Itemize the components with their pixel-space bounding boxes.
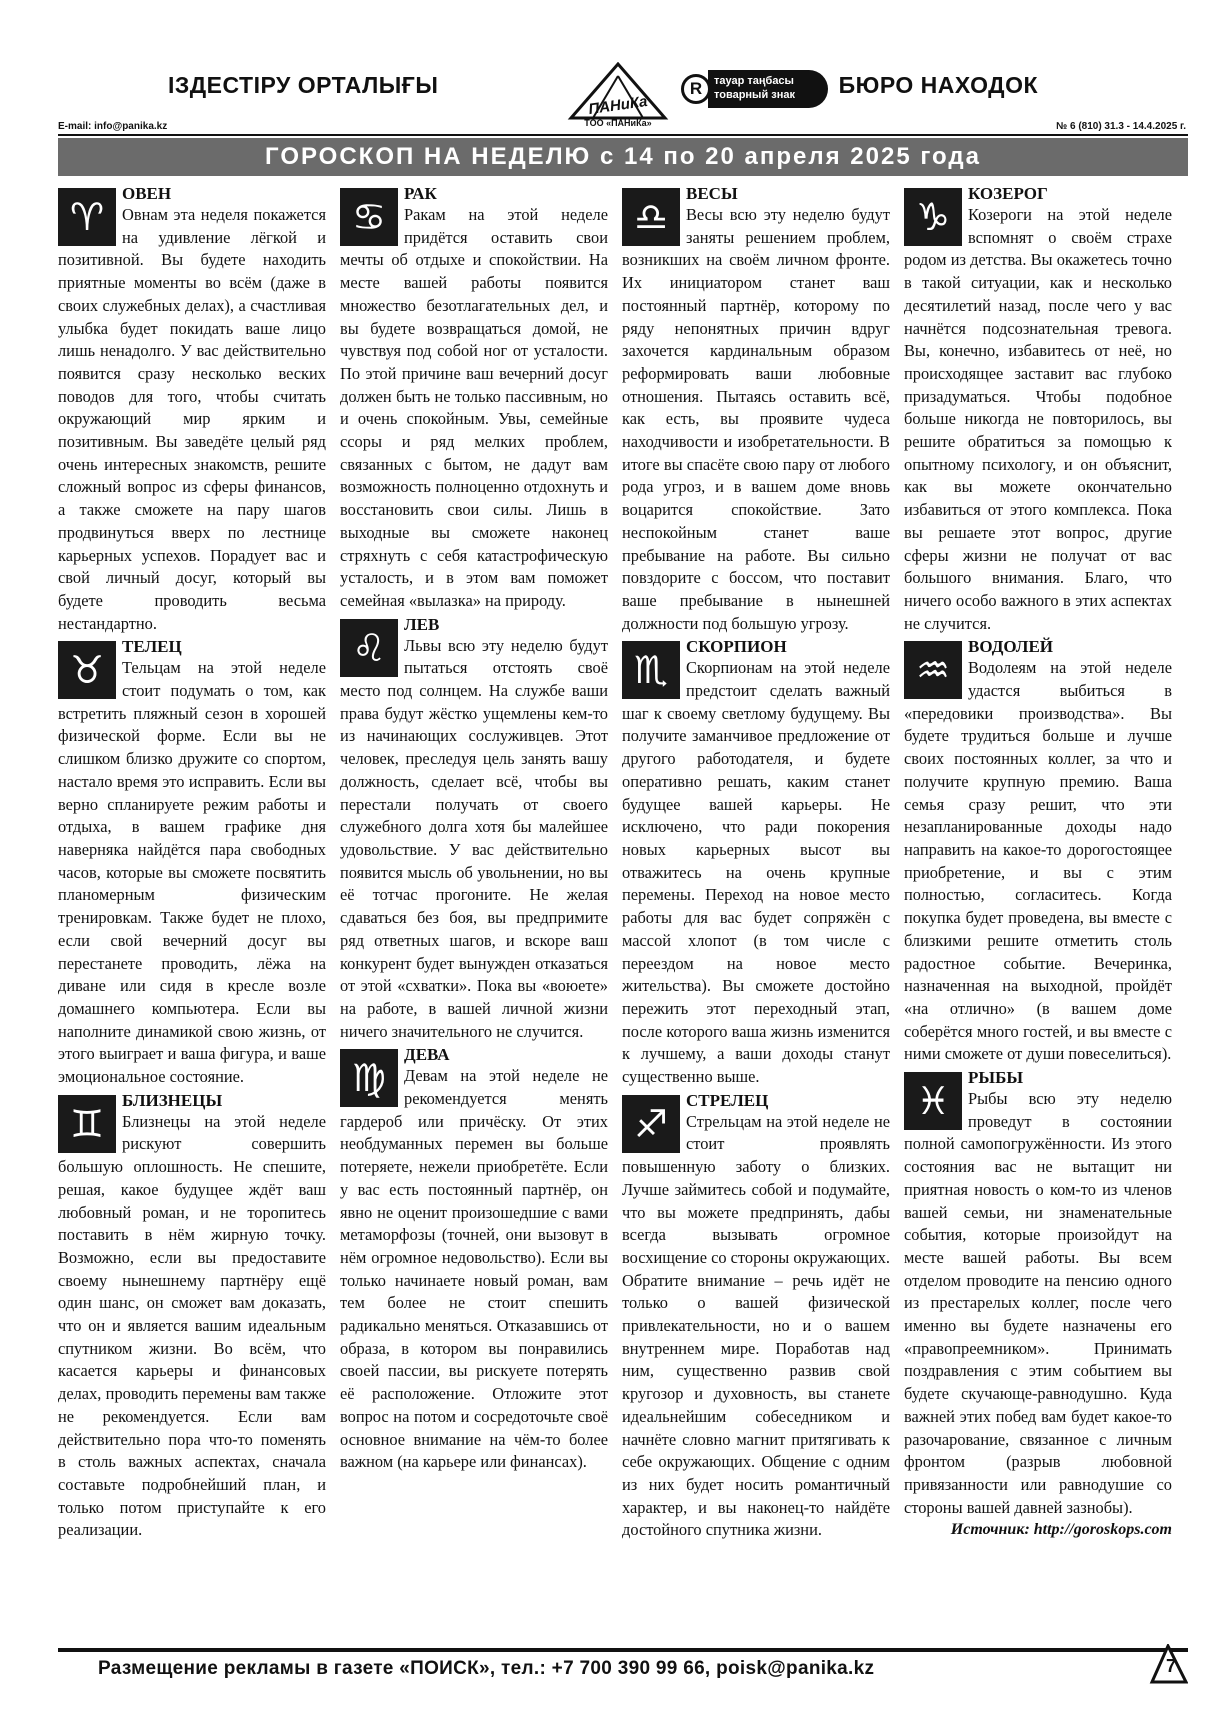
sign-text: Ракам на этой неделе придётся оставить свои мечты об отдыхе и спокойствии. На месте вашей работы появится множество безотлагательных дел, и вы будете возвращаться домой, не чувствуя под собой ног от усталости. По этой причине ваш вечерний досуг должен быть не только пассивным, но и очень спокойным. Увы, семейные ссоры и ряд мелких проблем, связанных с бытом, не дадут вам возможность полноценно отдохнуть и восстановить свои силы. Лишь в выходные вы сможете наконец стряхнуть с себя катастрофическую усталость, и в этом вам поможет семейная «вылазка» на природу. [340,205,608,610]
capricorn-icon: ♑ [904,188,962,246]
page-title: ГОРОСКОП НА НЕДЕЛЮ с 14 по 20 апреля 2025 года [58,138,1188,176]
sign-text: Стрельцам на этой неделе не стоит проявлять повышенную заботу о близких. Лучше займитесь собой и подумайте, что вы можете предпринять, дабы всегда вызывать огромное восхищение со стороны окружающих. Обратите внимание – речь идёт не только о вашей физической привлекательности, но и о вашем внутреннем мире. Поработав над ним, существенно развив свой кругозор и духовность, вы станете идеальнейшим собеседником и начнёте словно магнит притягивать к себе окружающих. Общение с одним из них будет носить романтичный характер, и вы наконец-то найдёте достойного спутника жизни. [622,1111,890,1540]
panika-logo [563,62,673,120]
header-right-title: БЮРО НАХОДОК [838,72,1038,98]
sign-libra [622,184,890,635]
sign-capricorn [904,184,1172,635]
libra-icon: ♎ [622,188,680,246]
sign-text: Скорпионам на этой неделе предстоит сделать важный шаг к своему светлому будущему. Вы получите заманчивое предложение от другого работодателя, и будете оперативно решать, каким станет будущее вашей карьеры. Не исключено, что ради покорения новых карьерных высот вы отважитесь на очень крупные перемены. Переход на новое место работы для вас будет сопряжён с массой хлопот (в том числе с переездом на новое место жительства). Вы сможете достойно пережить этот переходный этап, после которого ваша жизнь изменится к лучшему, а ваши доходы станут существенно выше. [622,658,890,1087]
sign-pisces [904,1068,1172,1519]
sign-taurus [58,637,326,1088]
sagittarius-icon: ♐ [622,1095,680,1153]
trademark-ru: товарный знак [714,89,796,101]
sign-sagittarius [622,1091,890,1542]
info-line [58,120,1188,136]
column-3 [622,184,890,1639]
sign-aries [58,184,326,635]
sign-name: ОВЕН [122,184,172,203]
column-2 [340,184,608,1639]
sign-text: Рыбы всю эту неделю проведут в состоянии полной самопогружённости. Из этого состояния вас не вытащит ни приятная новость о ком-то из членов вашей семьи, ни знаменательные события, которые произойдут на месте вашей работы. Вы всем отделом проводите на пенсию одного из престарелых коллег, после чего именно вы будете назначены его «правопреемником». Принимать поздравления с этим событием вы будете скучающе-равнодушно. Куда важней этих побед вам будет какое-то разочарование, связанное с личным фронтом (разрыв любовной привязанности или равнодушие со стороны вашей давней зазнобы). [904,1089,1172,1517]
sign-name: ДЕВА [404,1045,450,1065]
email[interactable]: E-mail: info@panika.kz [58,121,168,132]
sign-leo [340,615,608,1044]
sign-name: БЛИЗНЕЦЫ [122,1090,223,1110]
sign-aquarius [904,637,1172,1066]
ad-placement-line: Размещение рекламы в газете «ПОИСК», тел.: +7 700 390 99 66, poisk@panika.kz [98,1658,875,1679]
page-number: 7 [1166,1656,1177,1676]
issue-number: № 6 (810) 31.3 - 14.4.2025 г. [1056,121,1186,132]
sign-text: Козероги на этой неделе вспомнят о своём страхе родом из детства. Вы окажетесь точно в такой ситуации, как и несколько десятилетий назад, после чего у вас начнётся подсознательная тревога. Вы, конечно, избавитесь от неё, но происходящее заставит вас глубоко призадуматься. Чтобы подобное больше никогда не повторилось, вы решите обратиться за помощью к опытному психологу, и он объяснит, как вы можете окончательно избавиться от этого комплекса. Пока вы решаете этот вопрос, другие сферы жизни не получат от вас большого внимания. Благо, что ничего особо важного в этих аспектах не случится. [904,205,1172,633]
pisces-icon: ♓ [904,1072,962,1130]
sign-name: КОЗЕРОГ [968,184,1048,203]
sign-text: Близнецы на этой неделе рискуют совершить большую оплошность. Не спешите, решая, какое будущее ждёт ваш любовный роман, и не торопитесь поставить в нём жирную точку. Возможно, если вы предоставите своему нынешнему партнёру ещё один шанс, он сможет вам доказать, что он и является вашим идеальным спутником жизни. Во всём, что касается карьеры и финансовых делах, проводить перемены вам также не рекомендуется. Если вам действительно пора что-то поменять в столь важных аспектах, сначала составьте подробнейший план, и только потом приступайте к его реализации. [58,1111,326,1540]
header-left-title: ІЗДЕСТІРУ ОРТАЛЫҒЫ [168,72,439,98]
taurus-icon: ♉ [58,641,116,699]
sign-cancer [340,184,608,613]
leo-icon: ♌ [340,619,398,677]
page-number-badge [1148,1644,1188,1684]
sign-name: ТЕЛЕЦ [122,637,182,657]
sign-name: СТРЕЛЕЦ [686,1090,769,1110]
cancer-icon: ♋ [340,188,398,246]
sign-text: Водолеям на этой неделе удастся выбиться в «передовики производства». Вы будете трудиться больше и лучше своих постоянных коллег, за что и получите крупную премию. Ваша семья сразу решит, что эти незапланированные доходы надо направить на какое-то дорогостоящее приобретение, и вы с этим полностью, согласитесь. Когда покупка будет проведена, вы вместе с близкими решите отметить столь радостное событие. Вечеринка, назначенная на выходной, пройдёт «на отлично» (в вашем доме соберётся много гостей, и вы вместе с ними сможете от души повеселиться). [904,658,1172,1064]
scorpio-icon: ♏ [622,641,680,699]
sign-name: СКОРПИОН [686,637,787,657]
sign-name: ЛЕВ [404,614,440,634]
logo-caption: ТОО «ПАНиКа» [584,118,652,128]
aries-icon: ♈ [58,188,116,246]
column-4 [904,184,1172,1639]
sign-name: ВЕСЫ [686,184,738,203]
sign-scorpio [622,637,890,1088]
source-credit: Источник: http://goroskops.com [950,1521,1172,1539]
sign-text: Львы всю эту неделю будут пытаться отстоять своё место под солнцем. На службе ваши права будут жёстко ущемлены кем-то из начинающих сослуживцев. Этот человек, преследуя цель занять вашу должность, сделает всё, чтобы вы перестали получать от своего служебного долга хотя бы малейшее удовольствие. У вас действительно появится мысль об увольнении, но вы её тотчас прогоните. Не желая сдаваться без боя, вы предпримите ряд ответных шагов, и вскоре ваш конкурент будет вынужден отказаться от этой «схватки». Пока вы «воюете» на работе, в вашей личной жизни ничего значительного не случится. [340,635,608,1041]
sign-name: РАК [404,184,437,203]
sign-virgo [340,1045,608,1474]
sign-text: Тельцам на этой неделе стоит подумать о том, как встретить пляжный сезон в хорошей физической форме. Если вы не слишком близко дружите со спортом, настало время это исправить. Если вы верно спланируете режим работы и отдыха, в вашем графике дня наверняка найдётся пара свободных часов, которые вы сможете посвятить планомерным физическим тренировкам. Также будет не плохо, если свой вечерний досуг вы перестанете проводить, лёжа на диване или сидя в кресле возле домашнего компьютера. Если вы наполните динамикой свою жизнь, от этого выиграет и ваша фигура, и ваше эмоциональное состояние. [58,658,326,1087]
logo-text: ПАНиКа [587,92,649,119]
sign-name: РЫБЫ [968,1068,1024,1088]
virgo-icon: ♍ [340,1049,398,1107]
sign-name: ВОДОЛЕЙ [968,637,1054,657]
trademark-kz: тауар таңбасы [714,75,794,87]
sign-text: Овнам эта неделя покажется на удивление лёгкой и позитивной. Вы будете находить приятные моменты во всём (даже в своих служебных делах), а счастливая улыбка будет покидать ваше лицо лишь ненадолго. У вас действительно появится сразу несколько веских поводов для того, чтобы считать окружающий мир ярким и позитивным. Вы заведёте целый ряд очень интересных знакомств, решите сложный вопрос из сферы финансов, а также сможете на пару шагов продвинуться вверх по лестнице карьерных успехов. Порадует вас и свой личный досуг, который вы будете проводить весьма нестандартно. [58,205,326,633]
sign-gemini [58,1091,326,1542]
sign-text: Весы всю эту неделю будут заняты решением проблем, возникших на своём личном фронте. Их инициатором станет ваш постоянный партнёр, которому по ряду непонятных причин вдруг захочется кардинальным образом реформировать ваши любовные отношения. Пытаясь оставить всё, как есть, вы проявите чудеса находчивости и изобретательности. В итоге вы спасёте свою пару от любого рода угроз, и в вашем доме вновь воцарится спокойствие. Зато неспокойным станет ваше пребывание на работе. Вы сильно повздорите с боссом, что поставит ваше пребывание в нынешней должности под большую угрозу. [622,205,890,633]
trademark-badge [681,70,831,108]
aquarius-icon: ♒ [904,641,962,699]
sign-text: Девам на этой неделе не рекомендуется менять гардероб или причёску. От этих необдуманных перемен вы больше потеряете, нежели приобретёте. Если у вас есть постоянный партнёр, он явно не оценит произошедшие с вами метаморфозы (точней, они вызовут в нём огромное недовольство). Если вы только начинаете новый роман, вам тем более не стоит спешить радикально меняться. Отказавшись от образа, в котором вы понравились своей пассии, вы рискуете потерять её расположение. Отложите этот вопрос на потом и сосредоточьте своё основное внимание на чём-то более важном (на карьере или финансах). [340,1066,608,1472]
gemini-icon: ♊ [58,1095,116,1153]
column-1 [58,184,326,1639]
registered-icon: R [681,74,711,104]
trademark-label [708,70,828,108]
page-footer [58,1648,1188,1680]
